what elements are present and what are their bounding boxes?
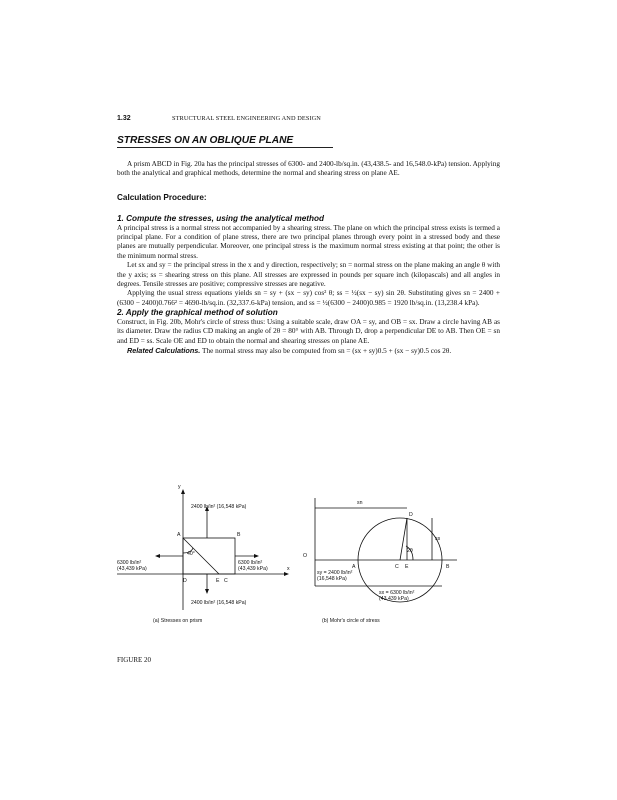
related-calculations: Related Calculations. The normal stress may also be computed from sn = (sx + sy)0.5 + (sx − sy)0.5 cos 2θ.	[127, 345, 452, 355]
top-load-label: 2400 lb/in² (16,548 kPa)	[191, 504, 247, 510]
sx-label-1: sx = 6300 lb/in²	[379, 590, 415, 596]
ss-label: ss	[435, 536, 441, 542]
point-d-label: D	[183, 578, 187, 584]
body-text	[117, 160, 500, 356]
left-load-label-2: (43,439 kPa)	[117, 566, 147, 572]
right-load-label-2: (43,439 kPa)	[238, 566, 268, 572]
step1-paragraph-2: Let sx and sy = the principal stress in the x and y direction, respectively; sn = normal stress on the plane making an angle θ with the y axis; ss = shearing stress on this plane. All stresses are expressed in pounds per square inch (kilopascals) and all angles in degrees. Tensile stresses are positive; compressive stresses are negative.	[117, 261, 500, 289]
bottom-load-label: 2400 lb/in² (16,548 kPa)	[191, 600, 247, 606]
page-number: 1.32	[117, 115, 131, 122]
sx-label-2: (43,439 kPa)	[379, 596, 409, 602]
point-a-mohr-label: A	[352, 564, 356, 570]
point-o-label: O	[303, 553, 308, 559]
step1-paragraph-3: Applying the usual stress equations yields sn = sy + (sx − sy) cos² θ; ss = ½(sx − sy) sin 2θ. Substituting gives sn = 2400 + (6300 − 2400)0.766² = 4690-lb/sq.in. (32,337.6-kPa) tension, and ss = ½(6300 − 2400)0.985 = 1920 lb/sq.in. (13,238.4 kPa).	[117, 289, 500, 307]
point-b-label: B	[237, 532, 241, 538]
title-rule	[117, 147, 333, 148]
point-b-mohr-label: B	[446, 564, 450, 570]
left-load-label-1: 6300 lb/in²	[117, 560, 142, 566]
step2-paragraph-1: Construct, in Fig. 20b, Mohr's circle of stress thus: Using a suitable scale, draw OA = sy, and OB = sx. Draw a circle having AB as its diameter. Draw the radius CD making an angle of 2θ = 80° with AB. Through D, drop a perpendicular DE to AB. Then OE = sn and ED = ss. Scale OE and ED to obtain the normal and shearing stresses on plane AE.	[117, 317, 500, 345]
x-axis-label: x	[287, 566, 290, 572]
figure-label: FIGURE 20	[117, 656, 152, 664]
figure-a-caption: (a) Stresses on prism	[153, 618, 203, 624]
point-e-label: E	[216, 578, 220, 584]
angle-40-label: 40°	[187, 551, 195, 557]
intro-paragraph: A prism ABCD in Fig. 20a has the principal stresses of 6300- and 2400-lb/sq.in. (43,438.5- and 16,548.0-kPa) tension. Applying both the analytical and graphical methods, determine the normal and shearing stress on plane AE.	[117, 160, 500, 178]
point-e-mohr-label: E	[405, 564, 409, 570]
figure-b-caption: (b) Mohr's circle of stress	[322, 618, 380, 624]
figure-b-mohr	[315, 498, 457, 602]
running-title: STRUCTURAL STEEL ENGINEERING AND DESIGN	[172, 115, 321, 122]
point-a-label: A	[177, 532, 181, 538]
sy-label-1: sy = 2400 lb/in²	[317, 570, 353, 576]
step1-heading: 1. Compute the stresses, using the analytical method	[117, 214, 325, 224]
point-d-mohr-label: D	[409, 512, 413, 518]
step2-heading: 2. Apply the graphical method of solution	[117, 308, 278, 318]
angle-2theta-label: 2θ	[407, 548, 413, 554]
figure-20	[117, 484, 500, 652]
procedure-heading: Calculation Procedure:	[117, 192, 207, 202]
point-c-mohr-label: C	[395, 564, 399, 570]
step1-paragraph-1: A principal stress is a normal stress not accompanied by a shearing stress. The plane on which the principal stress exists is termed a principal plane. For a condition of plane stress, there are two principal planes through every point in a stressed body and these planes are mutually perpendicular. Moreover, one principal stress is the maximum normal stress existing at that point; the other is the minimum normal stress.	[117, 223, 500, 260]
point-c-label: C	[224, 578, 228, 584]
right-load-label-1: 6300 lb/in²	[238, 560, 263, 566]
sn-label: sn	[357, 500, 363, 506]
sy-label-2: (16,548 kPa)	[317, 576, 347, 582]
radius-cd	[400, 518, 407, 560]
y-axis-label: y	[178, 484, 181, 490]
section-title: STRESSES ON AN OBLIQUE PLANE	[117, 135, 294, 146]
